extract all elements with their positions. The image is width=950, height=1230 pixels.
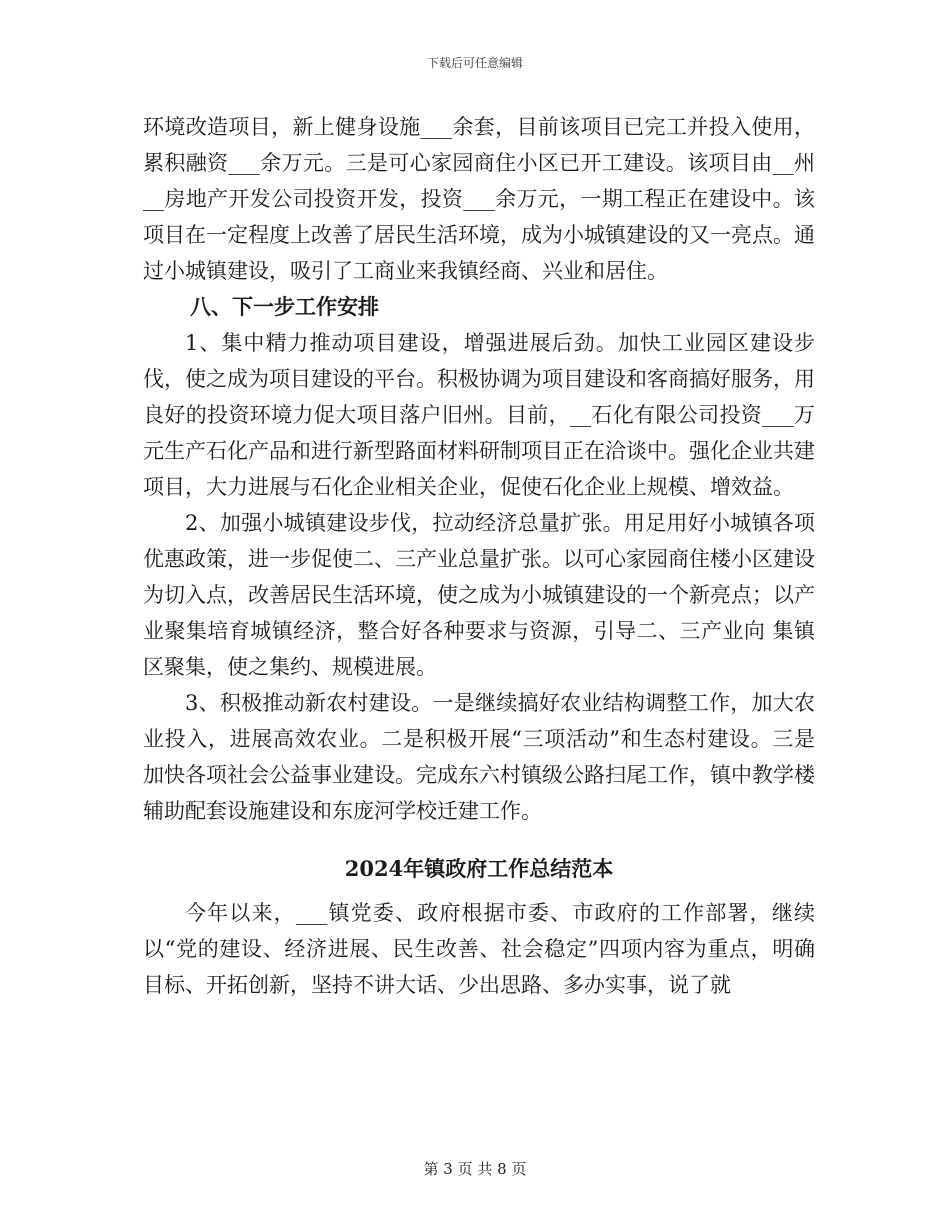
paragraph-continued: 环境改造项目，新上健身设施___余套，目前该项目已完工并投入使用，累积融资___余万元。三是可心家园商住小区已开工建设。该项目由__州__房地产开发公司投资开发，投资___余万元，一期工程正在建设中。该项目在一定程度上改善了居民生活环境，成为小城镇建设的又一亮点。通过小城镇建设，吸引了工商业来我镇经商、兴业和居住。 xyxy=(143,115,815,283)
paragraph-item-1: 1、集中精力推动项目建设，增强进展后劲。加快工业园区建设步伐，使之成为项目建设的平台。积极协调为项目建设和客商搞好服务，用良好的投资环境力促大项目落户旧州。目前，__石化有限公司投资___万元生产石化产品和进行新型路面材料研制项目正在洽谈中。强化企业共建项目，大力进展与石化企业相关企业，促使石化企业上规模、增效益。 xyxy=(143,331,815,499)
paragraph-item-2: 2、加强小城镇建设步伐，拉动经济总量扩张。用足用好小城镇各项优惠政策，进一步促使二、三产业总量扩张。以可心家园商住楼小区建设为切入点，改善居民生活环境，使之成为小城镇建设的一个新亮点；以产业聚集培育城镇经济，整合好各种要求与资源，引导二、三产业向 集镇区聚集，使之集约、规模进展。 xyxy=(143,511,815,679)
paragraph-intro: 今年以来，___镇党委、政府根据市委、市政府的工作部署，继续以“党的建设、经济进展、民生改善、社会稳定”四项内容为重点，明确目标、开拓创新，坚持不讲大话、少出思路、多办实事，说了就 xyxy=(143,901,815,997)
paragraph-item-3: 3、积极推动新农村建设。一是继续搞好农业结构调整工作，加大农业投入，进展高效农业。二是积极开展“三项活动”和生态村建设。三是加快各项社会公益事业建设。完成东六村镇级公路扫尾工作，镇中教学楼辅助配套设施建设和东庞河学校迁建工作。 xyxy=(143,691,815,823)
page-number: 第 3 页 共 8 页 xyxy=(423,1160,527,1178)
section-heading: 八、下一步工作安排 xyxy=(190,294,379,319)
document-body xyxy=(143,109,815,1003)
document-title: 2024年镇政府工作总结范本 xyxy=(344,856,614,881)
page-header: 下载后可任意编辑 xyxy=(426,56,523,70)
